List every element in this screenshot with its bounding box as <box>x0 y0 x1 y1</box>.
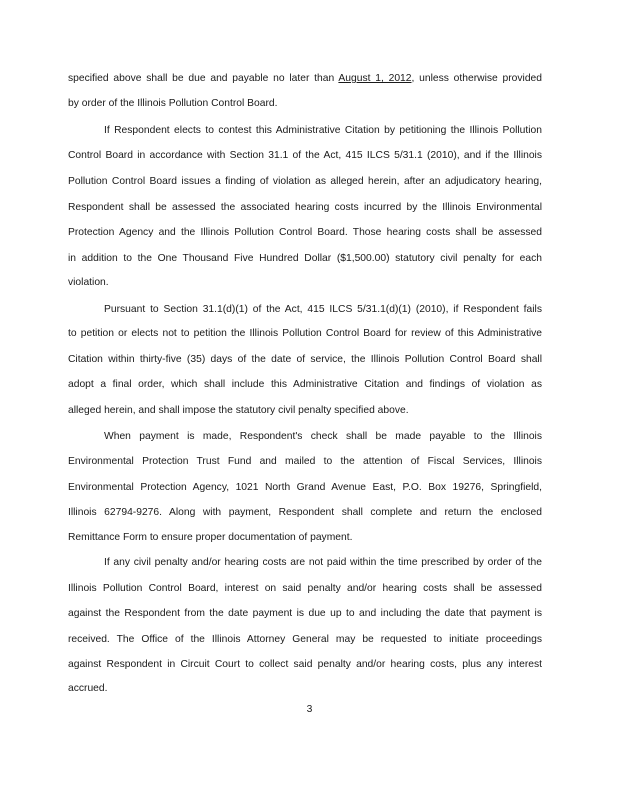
text-line: against the Respondent from the date payment is due up to and including the date that payment is <box>68 608 542 619</box>
text-line: When payment is made, Respondent's check shall be made payable to the Illinois <box>104 431 542 442</box>
text-line: to petition or elects not to petition the Illinois Pollution Control Board for review of this Administrative <box>68 328 542 339</box>
text-line: accrued. <box>68 683 108 694</box>
text-line: violation. <box>68 277 109 288</box>
text-line: Pursuant to Section 31.1(d)(1) of the Act, 415 ILCS 5/31.1(d)(1) (2010), if Respondent fails <box>104 304 542 315</box>
text-line: Illinois 62794-9276. Along with payment, Respondent shall complete and return the enclosed <box>68 507 542 518</box>
due-date: August 1, 2012 <box>338 73 412 84</box>
text-line: adopt a final order, which shall include this Administrative Citation and findings of violation as <box>68 379 542 390</box>
text-line: against Respondent in Circuit Court to collect said penalty and/or hearing costs, plus any interest <box>68 659 542 670</box>
text-line: Control Board in accordance with Section 31.1 of the Act, 415 ILCS 5/31.1 (2010), and if the Illinois <box>68 150 542 161</box>
text-line: Illinois Pollution Control Board, interest on said penalty and/or hearing costs shall be assessed <box>68 583 542 594</box>
text-line: Remittance Form to ensure proper documentation of payment. <box>68 532 353 543</box>
text-line: by order of the Illinois Pollution Control Board. <box>68 98 278 109</box>
text-line: Pollution Control Board issues a finding of violation as alleged herein, after an adjudicatory hearing, <box>68 176 542 187</box>
text-line: If any civil penalty and/or hearing costs are not paid within the time prescribed by order of the <box>104 557 542 568</box>
text-line: Citation within thirty-five (35) days of the date of service, the Illinois Pollution Control Board shall <box>68 354 542 365</box>
text-line: Environmental Protection Agency, 1021 North Grand Avenue East, P.O. Box 19276, Springfield, <box>68 482 542 493</box>
text-line: in addition to the One Thousand Five Hundred Dollar ($1,500.00) statutory civil penalty for each <box>68 253 542 264</box>
text-line: Respondent shall be assessed the associated hearing costs incurred by the Illinois Environmental <box>68 202 542 213</box>
text-line: alleged herein, and shall impose the statutory civil penalty specified above. <box>68 405 409 416</box>
text-line: Protection Agency and the Illinois Pollution Control Board. Those hearing costs shall be assessed <box>68 227 542 238</box>
text-line: Environmental Protection Trust Fund and mailed to the attention of Fiscal Services, Illinois <box>68 456 542 467</box>
text-line: If Respondent elects to contest this Administrative Citation by petitioning the Illinois Pollution <box>104 125 542 136</box>
text-line: specified above shall be due and payable no later than August 1, 2012, unless otherwise provided <box>68 73 542 84</box>
page-number: 3 <box>306 704 313 715</box>
text-line: received. The Office of the Illinois Attorney General may be requested to initiate proceedings <box>68 634 542 645</box>
